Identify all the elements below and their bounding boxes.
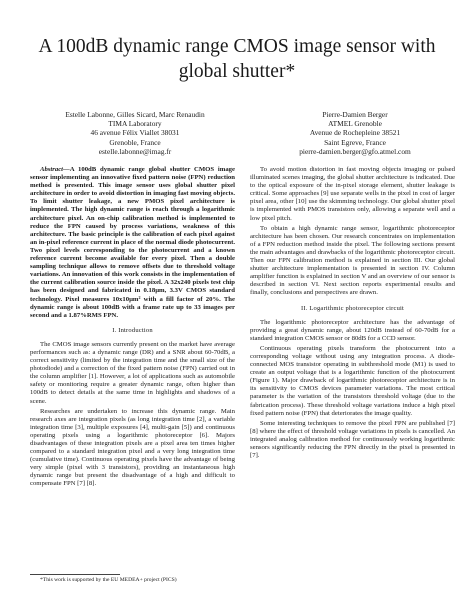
- author-names: Estelle Labonne, Gilles Sicard, Marc Renaudin: [65, 110, 205, 119]
- section-1-paragraph: Researches are undertaken to increase this dynamic range. Main research axes are integration pixels (as long integration time [2], a variable integration time [3], multiple exposures [4], multi-gain [5]) and continuous operating pixels using a logarithmic photoreceptor [6]. Majors disadvantages of these integration pixels are a pixel area ten times higher compared to a standard integration pixel and a very long integration time (cumulative time). Continuous operating pixels have the advantage of being very simple (pixel with 3 transistors), providing an instantaneous high dynamic range but present the disadvantage of a high and difficult to compensate FPN [7] [8].: [30, 407, 235, 488]
- footnote: *This work is supported by the EU MEDEA+ project (PICS): [40, 577, 177, 583]
- abstract-label: Abstract—: [40, 166, 70, 173]
- author-block-left: [30, 110, 240, 156]
- section-1-heading: I. Introduction: [112, 326, 153, 334]
- author-email: estelle.labonne@imag.fr: [98, 146, 172, 156]
- section-2-heading: II. Logarithmic photoreceptor circuit: [300, 304, 405, 312]
- author-address: 46 avenue Félix Viallet 38031: [90, 128, 180, 138]
- author-address: Avenue de Rochepleine 38521: [309, 128, 401, 138]
- abstract-text: A 100dB dynamic range global shutter CMOS image sensor implementing an innovative fixed pattern noise (FPN) reduction method is presented. This image sensor uses global shutter pixel architecture in order to avoid distortion in imaging fast moving objects. To limit shutter leakage, a new PMOS pixel architecture is implemented. The high dynamic range is reach through a logarithmic architecture pixel. An on-chip calibration method is implemented to reduce the FPN caused by process variations, weakness of this architecture. The basic principle is the calibration of each pixel against an in-pixel reference current in place of the normal diode photocurrent. Two pixel levels corresponding to the photocurrent and a known reference current become available for every pixel. Then a double sampling technique allows to remove offsets due to threshold voltage variations. An innovation of this work consists in the implementation of the current calibration source inside the pixel. A 32x240 pixels test chip has been designed and fabricated in 0.18µm, 3.3V CMOS standard technology. Pixel measures 10x10µm² with a fill factor of 20%. The dynamic range is about 100dB with a frame rate up to 33 images per second and a 1.87%RMS FPN.: [30, 166, 235, 319]
- author-email: pierre-damien.berger@gfo.atmel.com: [299, 146, 411, 156]
- author-city: Saint Egreve, France: [324, 137, 386, 147]
- footnote-rule: [30, 574, 120, 575]
- title-line-1: A 100dB dynamic range CMOS image sensor with: [38, 36, 436, 57]
- section-2-paragraph: The logarithmic photoreceptor architecture has the advantage of providing a great dynamic range, about 120dB instead of 60-70dB for a standard integration CMOS sensor or 80dB for a CCD sensor.: [250, 318, 455, 342]
- section-1-paragraph: The CMOS image sensors currently present on the market have average performances such as: a dynamic range (DR) and a SNR about 60-70dB, a correct sensitivity (limited by the integration time and the small size of the photodiode) and a correction of the fixed pattern noise (FPN) carried out in the column amplifier [1]. However, a lot of applications such as automobile safety or monitoring require a greater dynamic range, often higher than 100dB to detect details at the same time in highlights and shadows of a scene.: [30, 340, 235, 405]
- author-name: Pierre-Damien Berger: [322, 110, 388, 119]
- intro-paragraph: To obtain a high dynamic range sensor, logarithmic photoreceptor architecture has been chosen. Our research concentrates on implementation of a FPN reduction method inside the pixel. The following sections present the main advantages and drawbacks of the logarithmic photoreceptor circuit. Then our FPN calibration method is explained in section III. Our global shutter architecture implementation is presented in section IV. Column amplifier function is explained in section V and an overview of our sensor is described in section VI. Next section reports experimental results and finally, conclusions and perspectives are drawn.: [250, 224, 456, 297]
- section-2-paragraph: Some interesting techniques to remove the pixel FPN are published [7] [8] where the effect of threshold voltage variations in pixels is cancelled. An integrated analog calibration method for continuously working logarithmic sensors significantly reducing the FPN directly in the pixel is presented in [7].: [250, 419, 455, 460]
- left-column: [30, 166, 235, 491]
- right-column: [250, 166, 455, 462]
- abstract: [30, 166, 235, 320]
- author-block-right: [255, 110, 455, 156]
- author-affiliation: ATMEL Grenoble: [328, 119, 382, 129]
- author-affiliation: TIMA Laboratory: [108, 119, 162, 129]
- author-city: Grenoble, France: [109, 137, 161, 147]
- intro-paragraph: To avoid motion distortion in fast moving objects imaging or pulsed illuminated scenes imaging, the global shutter architecture is indicated. Due to the optical exposure of the in-pixel storage element, shutter leakage is critical. Some approaches [9] use separate wells in the pixel in cost of larger pixel area, other [10] use the skimming technology. Our global shutter pixel is implemented with PMOS transistors only, allowing a separate well and a low pixel pitch.: [250, 166, 455, 222]
- title-line-2: global shutter*: [178, 61, 296, 82]
- section-2-paragraph: Continuous operating pixels transform the photocurrent into a corresponding voltage without using any integration process. A diode-connected MOS transistor operating in subthreshold mode (M1) is used to create an output voltage that is a logarithmic function of the photocurrent (Figure 1). Major drawback of logarithmic photoreceptor architecture is in its sensitivity to CMOS devices parameter variations. The most critical parameter is the variation of the transistors threshold voltage (due to the fabrication process). These threshold voltage variations induce a high pixel fixed pattern noise (FPN) that deteriorates the image quality.: [250, 344, 455, 417]
- paper-title: [20, 34, 454, 84]
